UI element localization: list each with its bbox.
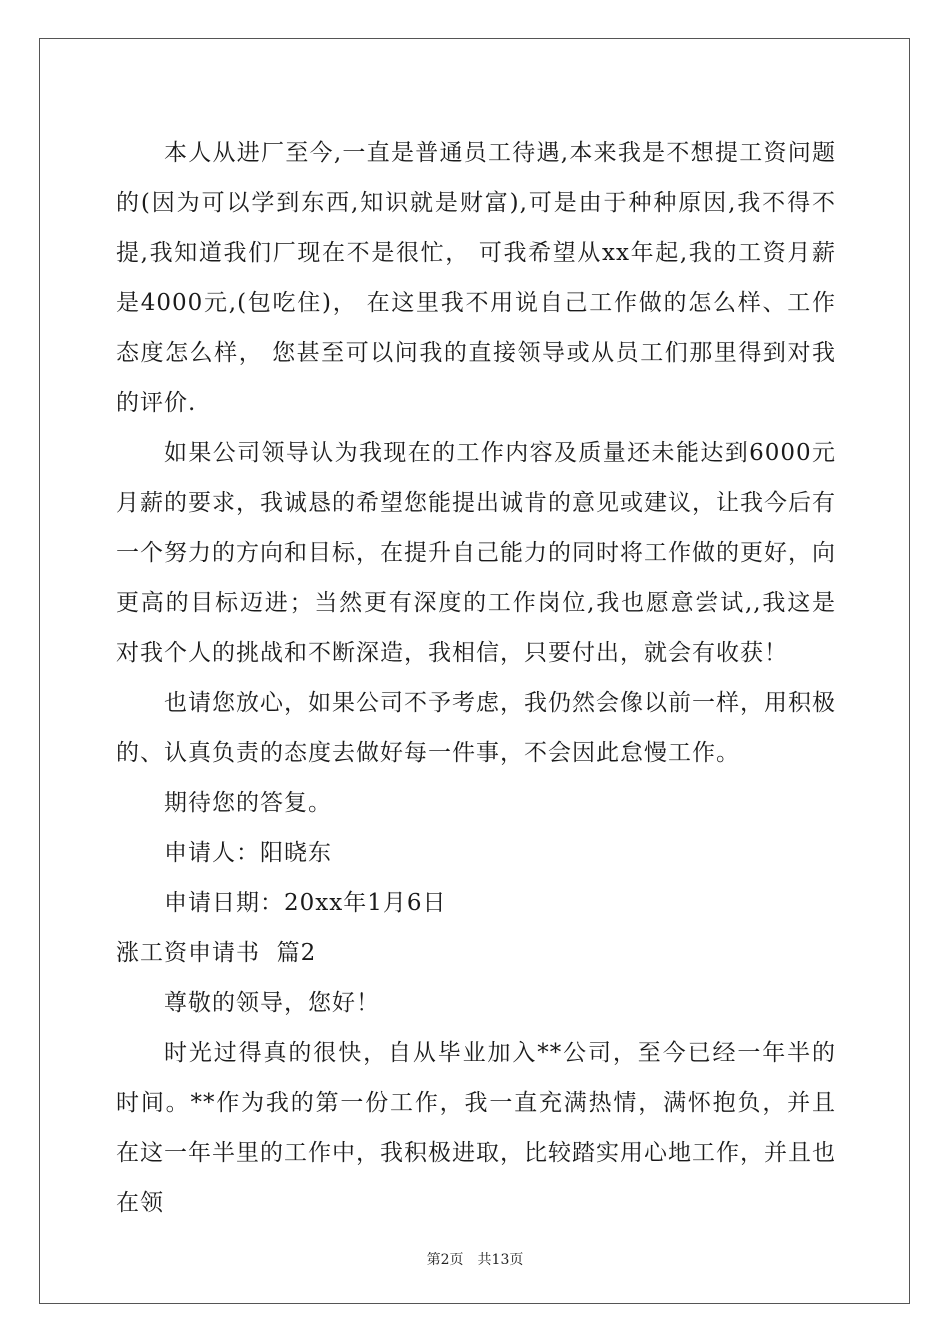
paragraph-awaiting-reply: 期待您的答复。 (164, 790, 332, 816)
section-heading: 涨工资申请书 篇2 (116, 940, 317, 966)
applicant-name: 申请人：阳晓东 (164, 840, 332, 866)
paragraph-introduction: 时光过得真的很快，自从毕业加入**公司，至今已经一年半的时间。**作为我的第一份工作，我一直充满热情，满怀抱负，并且在这一年半里的工作中，我积极进取，比较踏实用心地工作，并且也在领 (116, 1040, 836, 1216)
document-body (116, 128, 836, 1228)
paragraph-salary-request: 本人从进厂至今,一直是普通员工待遇,本来我是不想提工资问题的(因为可以学到东西,知识就是财富),可是由于种种原因,我不得不提,我知道我们厂现在不是很忙， 可我希望从xx年起,我的工资月薪是4000元,(包吃住)， 在这里我不用说自己工作做的怎么样、工作态度怎么样， 您甚至可以问我的直接领导或从员工们那里得到对我的评价. (116, 140, 836, 416)
paragraph-improvement-request: 如果公司领导认为我现在的工作内容及质量还未能达到6000元月薪的要求，我诚恳的希望您能提出诚肯的意见或建议，让我今后有一个努力的方向和目标，在提升自己能力的同时将工作做的更好，向更高的目标迈进；当然更有深度的工作岗位,我也愿意尝试,,我这是对我个人的挑战和不断深造，我相信，只要付出，就会有收获！ (116, 440, 836, 666)
greeting: 尊敬的领导，您好！ (164, 990, 380, 1016)
paragraph-reassurance: 也请您放心，如果公司不予考虑，我仍然会像以前一样，用积极的、认真负责的态度去做好每一件事，不会因此怠慢工作。 (116, 690, 836, 766)
page-number-footer: 第2页 共13页 (426, 1252, 524, 1268)
application-date: 申请日期：20xx年1月6日 (164, 890, 447, 916)
